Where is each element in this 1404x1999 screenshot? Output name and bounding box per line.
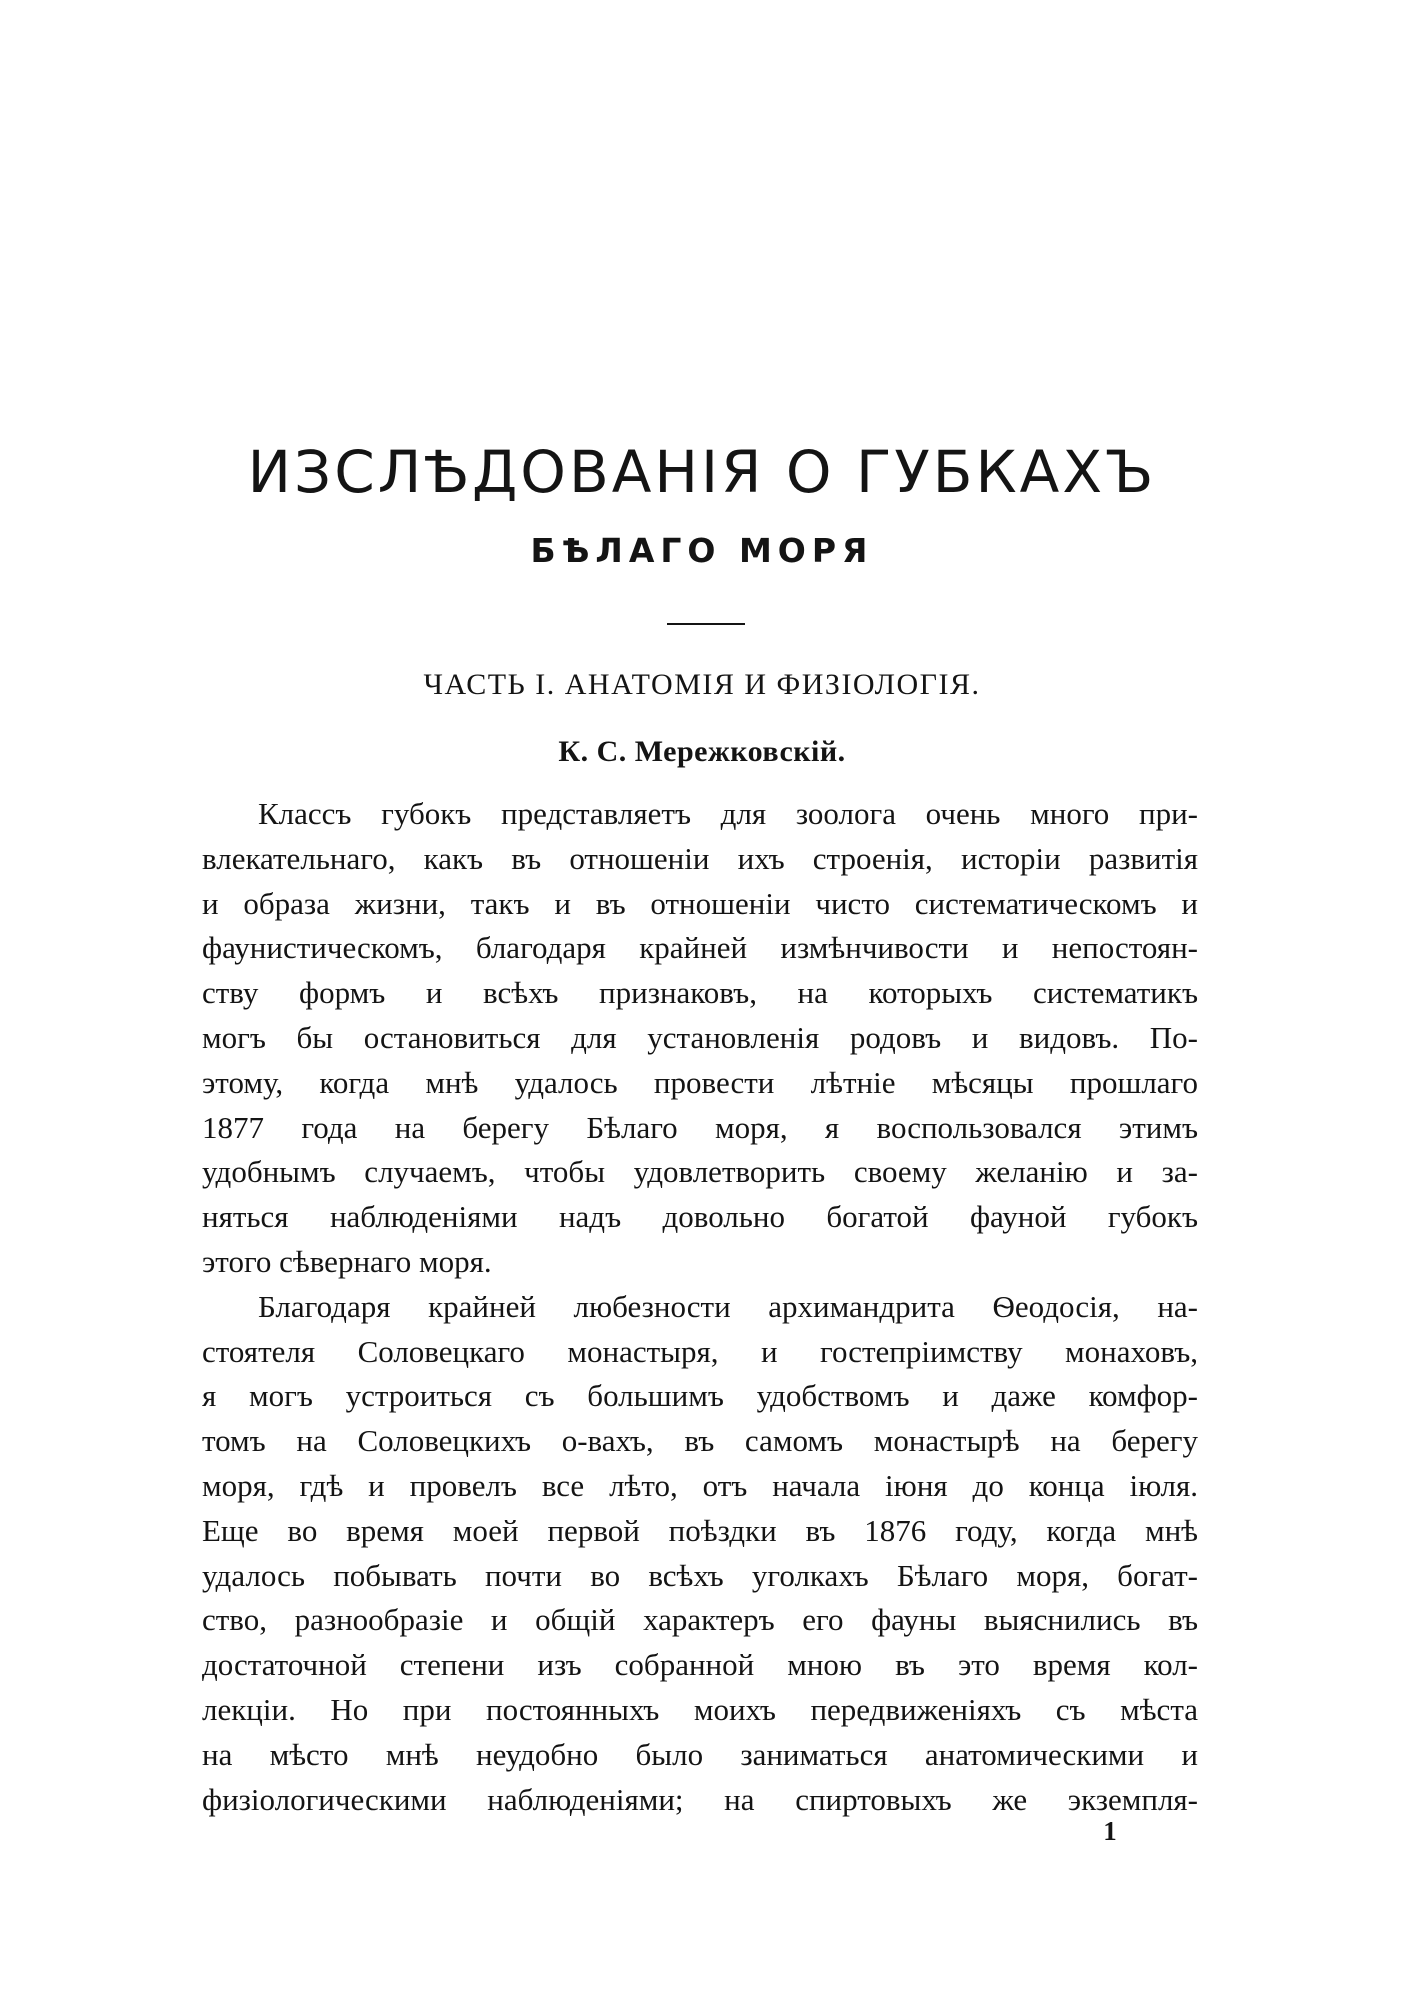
text-line: достаточной степени изъ собранной мною въ это время кол- — [202, 1647, 1198, 1683]
text-line: удалось побывать почти во всѣхъ уголкахъ Бѣлаго моря, богат- — [202, 1557, 1198, 1593]
text-line: няться наблюденіями надъ довольно богатой фауной губокъ — [202, 1199, 1198, 1235]
text-line: и образа жизни, такъ и въ отношеніи чисто систематическомъ и — [202, 885, 1198, 921]
text-line: лекціи. Но при постоянныхъ моихъ передвиженіяхъ съ мѣста — [202, 1691, 1198, 1727]
text-line: фаунистическомъ, благодаря крайней измѣнчивости и непостоян- — [202, 930, 1198, 966]
body-text — [202, 792, 1198, 1822]
text-line: Классъ губокъ представляетъ для зоолога очень много при- — [258, 796, 1198, 831]
page-number: 1 — [1103, 1816, 1117, 1846]
text-line: Еще во время моей первой поѣздки въ 1876 году, когда мнѣ — [202, 1512, 1198, 1548]
text-line: физіологическими наблюденіями; на спиртовыхъ же экземпля- — [202, 1781, 1198, 1817]
text-line: на мѣсто мнѣ неудобно было заниматься анатомическими и — [202, 1736, 1198, 1772]
text-line: томъ на Соловецкихъ о-вахъ, въ самомъ монастырѣ на берегу — [202, 1423, 1198, 1459]
author-name: К. С. Мережковскій. — [558, 735, 846, 768]
title-divider — [667, 623, 745, 625]
text-line: ство, разнообразіе и общій характеръ его фауны выяснились въ — [202, 1602, 1198, 1638]
paragraph-1 — [202, 792, 1198, 1285]
text-line: моря, гдѣ и провелъ все лѣто, отъ начала іюня до конца іюля. — [202, 1467, 1198, 1503]
text-line: этому, когда мнѣ удалось провести лѣтніе мѣсяцы прошлаго — [202, 1064, 1198, 1100]
text-line: стоятеля Соловецкаго монастыря, и гостепріимству монаховъ, — [202, 1333, 1198, 1369]
text-line: этого сѣвернаго моря. — [202, 1243, 492, 1279]
article-title: ИЗСЛѢДОВАНІЯ О ГУБКАХЪ — [247, 438, 1157, 506]
text-line: влекательнаго, какъ въ отношеніи ихъ строенія, исторіи развитія — [202, 840, 1198, 876]
part-heading: ЧАСТЬ I. АНАТОМІЯ И ФИЗІОЛОГІЯ. — [423, 668, 981, 701]
text-line: 1877 года на берегу Бѣлаго моря, я воспользовался этимъ — [202, 1109, 1198, 1145]
text-line: Благодаря крайней любезности архимандрита Ѳеодосія, на- — [258, 1288, 1198, 1324]
text-line: удобнымъ случаемъ, чтобы удовлетворить своему желанію и за- — [202, 1154, 1198, 1190]
article-subtitle: БѢЛАГО МОРЯ — [530, 531, 874, 570]
text-line: я могъ устроиться съ большимъ удобствомъ и даже комфор- — [202, 1378, 1198, 1414]
paragraph-2 — [202, 1285, 1198, 1823]
text-line: ству формъ и всѣхъ признаковъ, на которыхъ систематикъ — [202, 975, 1198, 1011]
text-line: могъ бы остановиться для установленія родовъ и видовъ. По- — [202, 1019, 1198, 1055]
